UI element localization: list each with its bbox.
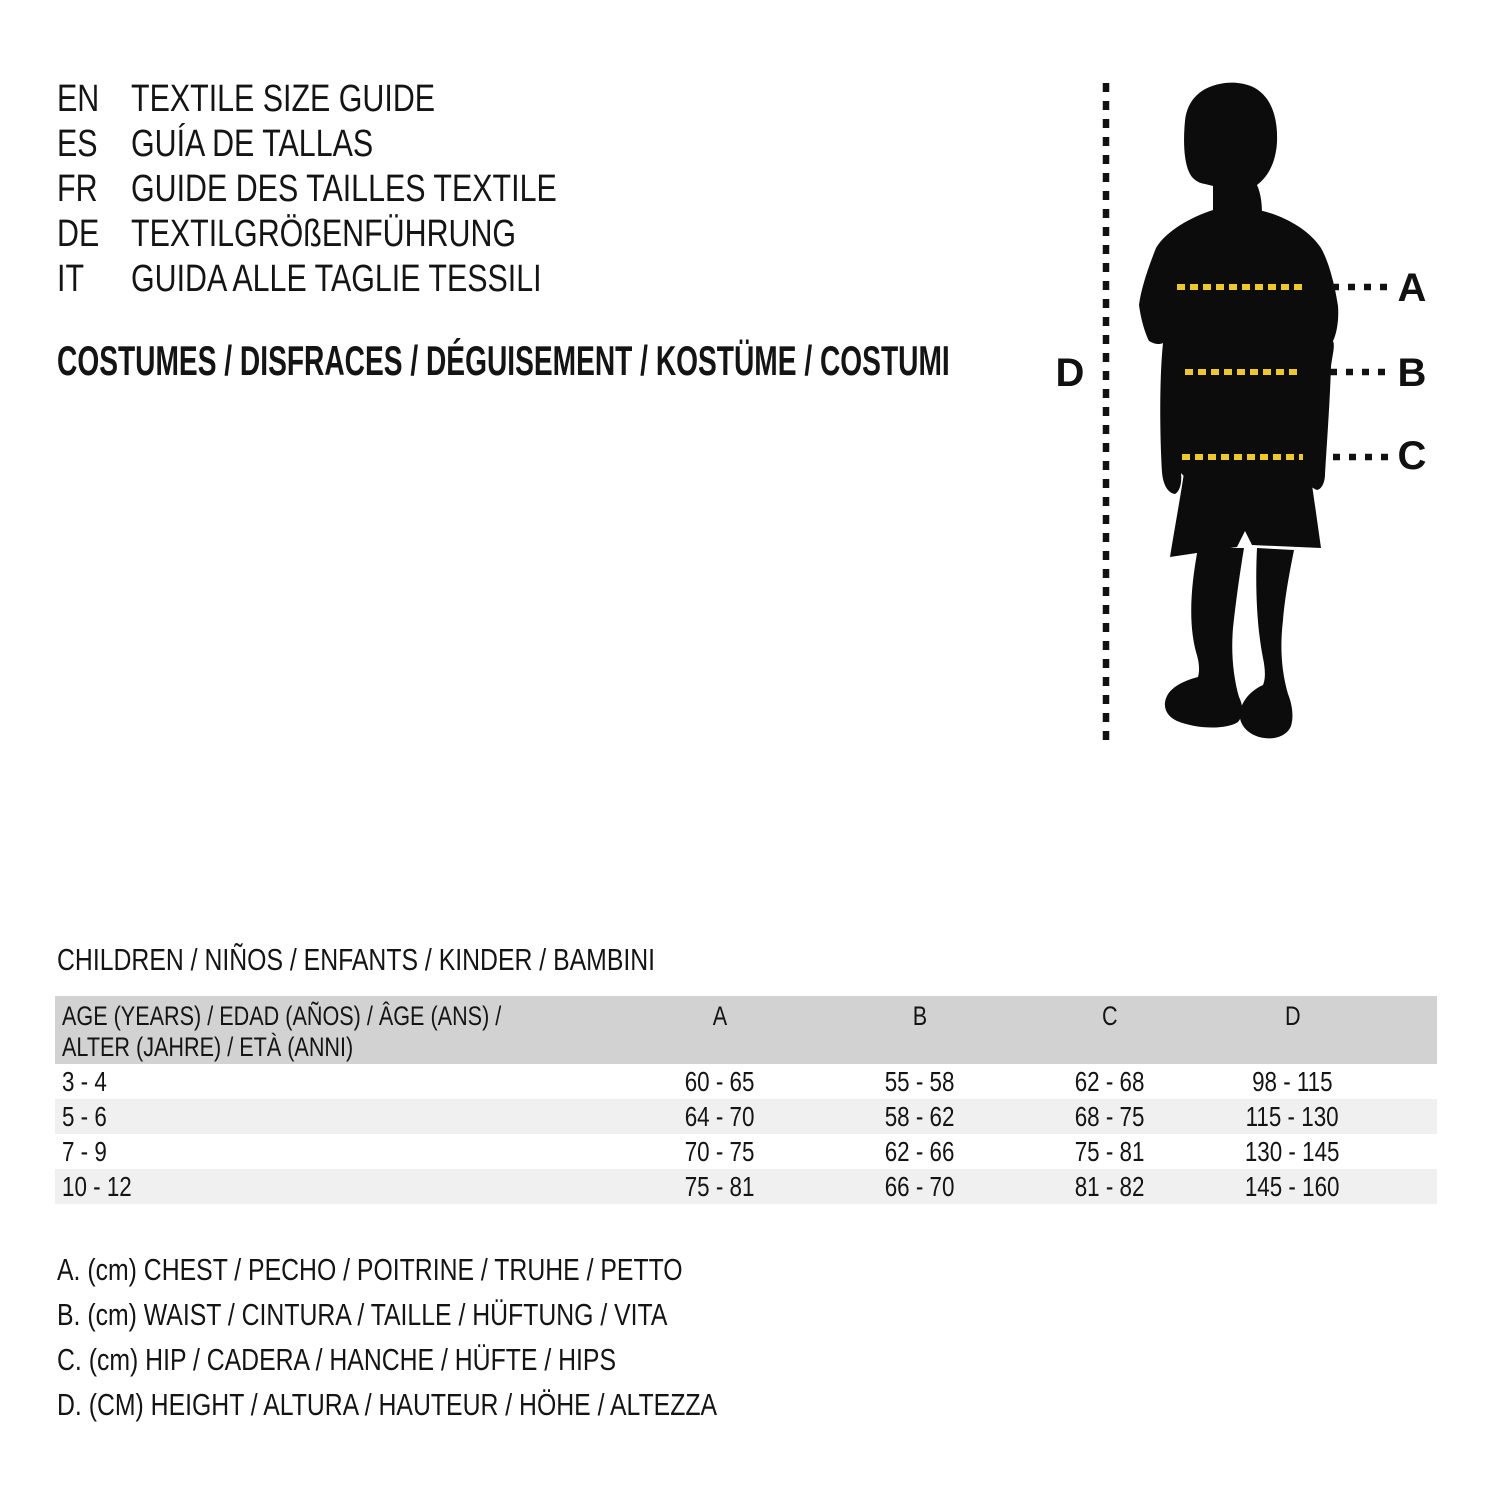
column-header-a: A xyxy=(712,1001,728,1031)
waist-cell: 66 - 70 xyxy=(885,1171,955,1202)
language-label: GUIDE DES TAILLES TEXTILE xyxy=(131,168,557,210)
language-row-fr xyxy=(57,167,663,212)
legend-chest: A. (cm) CHEST / PECHO / POITRINE / TRUHE / PETTO xyxy=(57,1252,683,1287)
age-cell: 5 - 6 xyxy=(62,1101,107,1132)
height-cell: 115 - 130 xyxy=(1246,1101,1339,1132)
silhouette-torso xyxy=(1139,210,1338,494)
age-header-cell: AGE (YEARS) / EDAD (AÑOS) / ÂGE (ANS) / ALTER (JAHRE) / ETÀ (ANNI) xyxy=(62,1001,502,1062)
legend-hip: C. (cm) HIP / CADERA / HANCHE / HÜFTE / HIPS xyxy=(57,1342,616,1377)
table-header-row xyxy=(55,996,1437,1064)
child-silhouette-icon xyxy=(1139,83,1338,739)
height-cell: 130 - 145 xyxy=(1245,1136,1340,1167)
table-row xyxy=(55,1064,1437,1099)
children-size-table xyxy=(55,996,1437,1204)
age-cell: 10 - 12 xyxy=(62,1171,132,1202)
language-label: GUÍA DE TALLAS xyxy=(131,123,374,165)
hip-cell: 68 - 75 xyxy=(1075,1101,1145,1132)
language-label: TEXTILGRÖßENFÜHRUNG xyxy=(131,213,517,255)
table-row xyxy=(55,1169,1437,1204)
height-cell: 98 - 115 xyxy=(1252,1066,1333,1097)
chest-cell: 75 - 81 xyxy=(685,1171,755,1202)
waist-cell: 62 - 66 xyxy=(885,1136,955,1167)
hip-cell: 81 - 82 xyxy=(1075,1171,1145,1202)
language-row-it xyxy=(57,257,663,302)
height-cell: 145 - 160 xyxy=(1245,1171,1340,1202)
silhouette-shorts xyxy=(1170,466,1321,557)
label-waist: B xyxy=(1397,351,1427,395)
label-height: D xyxy=(1055,351,1085,395)
language-label: GUIDA ALLE TAGLIE TESSILI xyxy=(131,258,542,300)
hip-cell: 75 - 81 xyxy=(1075,1136,1145,1167)
silhouette-head xyxy=(1184,83,1277,214)
silhouette-right-leg xyxy=(1240,548,1294,738)
age-cell: 7 - 9 xyxy=(62,1136,107,1167)
language-row-de xyxy=(57,212,663,257)
language-row-en xyxy=(57,77,663,122)
language-row-es xyxy=(57,122,663,167)
measurement-legend xyxy=(57,1247,882,1427)
language-code: FR xyxy=(57,168,98,210)
language-label: TEXTILE SIZE GUIDE xyxy=(131,78,436,120)
language-list xyxy=(57,77,663,302)
legend-height: D. (CM) HEIGHT / ALTURA / HAUTEUR / HÖHE / ALTEZZA xyxy=(57,1387,718,1422)
hip-cell: 62 - 68 xyxy=(1075,1066,1145,1097)
child-measurement-figure xyxy=(1030,55,1500,765)
column-header-b: B xyxy=(912,1001,928,1031)
column-header-c: C xyxy=(1102,1001,1118,1031)
table-row xyxy=(55,1099,1437,1134)
language-code: DE xyxy=(57,213,100,255)
table-row xyxy=(55,1134,1437,1169)
chest-cell: 64 - 70 xyxy=(685,1101,755,1132)
label-chest: A xyxy=(1397,266,1427,310)
category-title: COSTUMES / DISFRACES / DÉGUISEMENT / KOSTÜME / COSTUMI xyxy=(57,337,950,384)
waist-cell: 55 - 58 xyxy=(885,1066,955,1097)
column-header-d: D xyxy=(1284,1001,1301,1031)
waist-cell: 58 - 62 xyxy=(885,1101,955,1132)
language-code: ES xyxy=(57,123,98,165)
size-table-title: CHILDREN / NIÑOS / ENFANTS / KINDER / BAMBINI xyxy=(57,942,656,977)
chest-cell: 60 - 65 xyxy=(685,1066,755,1097)
label-hip: C xyxy=(1397,434,1427,478)
legend-waist: B. (cm) WAIST / CINTURA / TAILLE / HÜFTUNG / VITA xyxy=(57,1297,668,1332)
age-cell: 3 - 4 xyxy=(62,1066,107,1097)
silhouette-left-leg xyxy=(1165,548,1244,728)
language-code: IT xyxy=(57,258,85,300)
language-code: EN xyxy=(57,78,100,120)
chest-cell: 70 - 75 xyxy=(685,1136,755,1167)
